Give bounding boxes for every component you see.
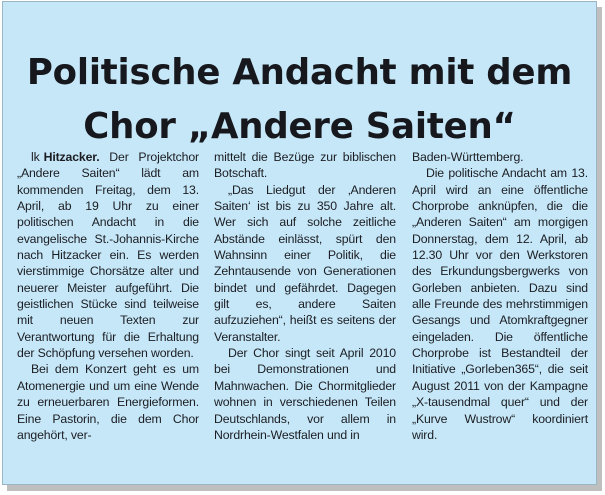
author-initials: lk bbox=[31, 150, 40, 164]
paragraph: mittelt die Bezüge zur biblischen Botschaft. bbox=[214, 150, 396, 181]
dateline: Hitzacker. bbox=[43, 150, 100, 164]
paragraph: Baden-Württemberg. bbox=[412, 150, 524, 164]
newspaper-article bbox=[2, 1, 597, 485]
paragraph: Der Chor singt seit April 2010 bei Demonstrationen und Mahnwachen. Die Chormitglieder wohnen in verschiedenen Teilen Deutschlands, vor allem in Nordrhein-Westfalen und in bbox=[214, 346, 396, 442]
paragraph: Die politische Andacht am 13. April wird an eine öffentliche Chorprobe anknüpfen, die die „Anderen Saiten“ am morgigen Donnerstag, dem 12. April, ab 12.30 Uhr vor den Werkstoren des Erkundungsbergwerks von Gorleben anbieten. Dazu sind alle Freunde des mehrstimmigen Gesangs und Atomkraftgegner eingeladen. Die öffentliche Chorprobe ist Bestandteil der Initiative „Gorleben365“, die seit August 2011 von der Kampagne „X-tausendmal quer“ und der „Kurve Wustrow“ koordiniert wird. bbox=[412, 166, 588, 442]
paragraph-text: Der Projektchor „Andere Saiten“ lädt am kommenden Freitag, dem 13. April, ab 19 Uhr zu einer politischen Andacht in die evangelische St.-Johannis-Kirche nach Hitzacker ein. Es werden vierstimmige Chorsätze alter und neuerer Meister aufgeführt. Die geistlichen Stücke sind teilweise mit neuen Texten zur Verantwortung für die Erhaltung der Schöpfung versehen worden. bbox=[17, 150, 199, 361]
lead-paragraph bbox=[17, 149, 199, 361]
column-2 bbox=[214, 149, 396, 443]
column-1 bbox=[17, 149, 199, 443]
article-body bbox=[17, 149, 587, 479]
column-3 bbox=[412, 149, 588, 443]
headline bbox=[3, 46, 596, 154]
paragraph: Bei dem Konzert geht es um Atomenergie und um eine Wende zu erneuerbaren Energieformen. Eine Pastorin, die dem Chor angehört, ver- bbox=[17, 362, 199, 442]
headline-line-2: Chor „Andere Saiten“ bbox=[83, 105, 516, 147]
headline-line-1: Politische Andacht mit dem bbox=[26, 51, 573, 93]
paragraph: „Das Liedgut der ‚Anderen Saiten‘ ist bis zu 350 Jahre alt. Wer sich auf solche zeitliche Abstände einlässt, spürt den Wahnsinn einer Politik, die Zehntausende von Generationen bindet und gefährdet. Dagegen gilt es, andere Saiten aufzuziehen“, heißt es seitens der Veranstalter. bbox=[214, 182, 396, 344]
